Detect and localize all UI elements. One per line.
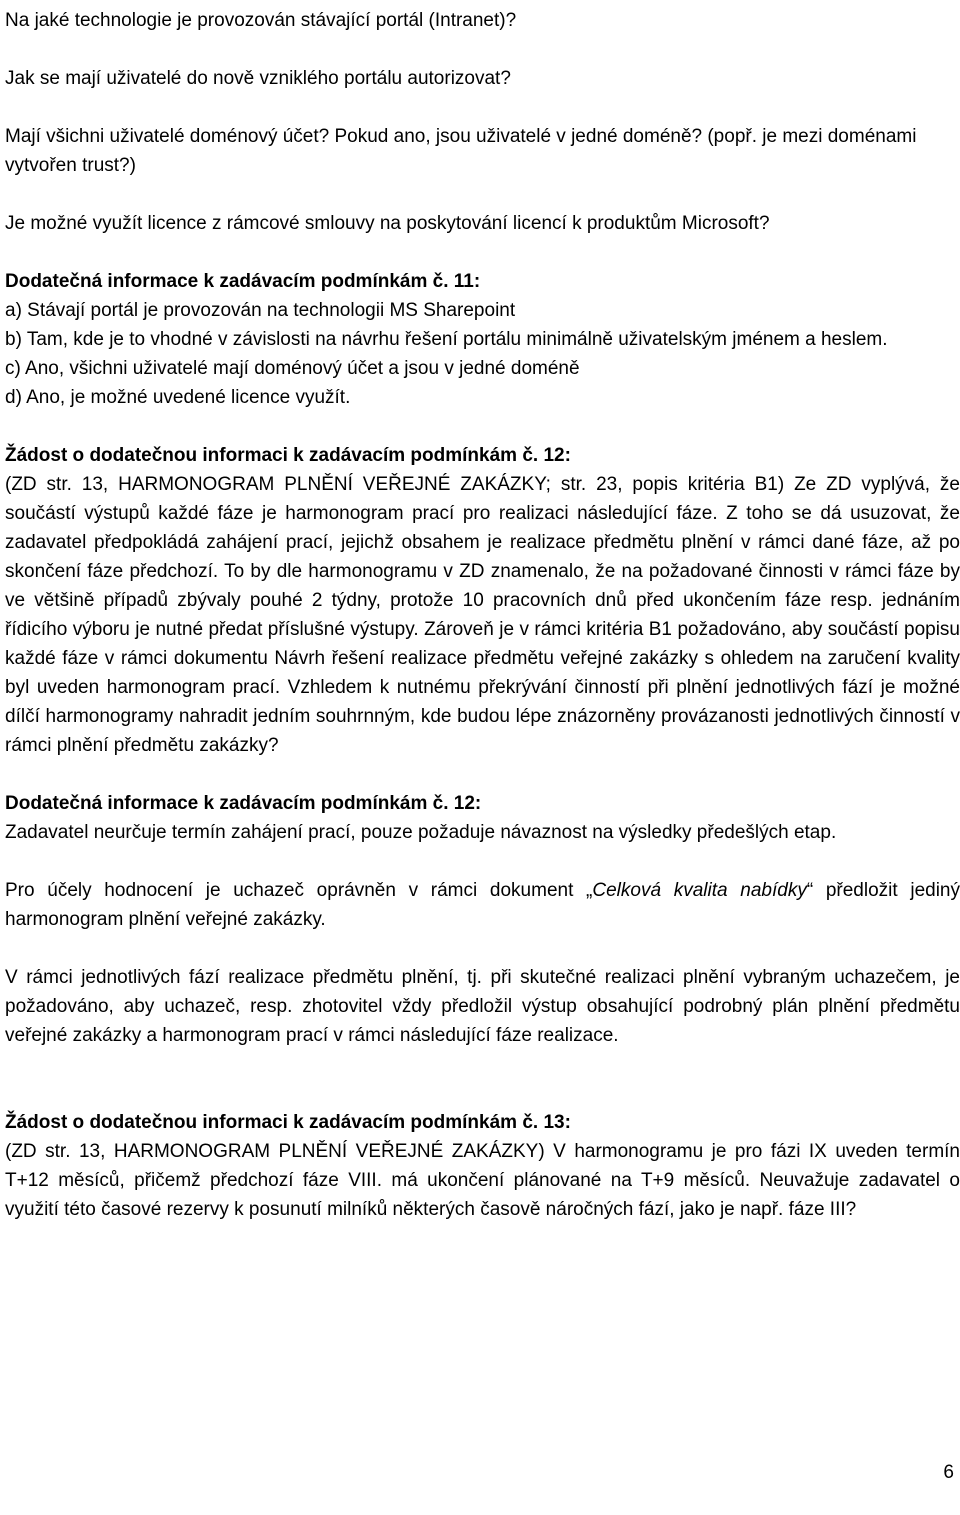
question-technology: Na jaké technologie je provozován stávající portál (Intranet)? [5,10,517,31]
answer-12-text: Zadavatel neurčuje termín zahájení prací, pouze požaduje návaznost na výsledky předešlých etap. [5,822,837,843]
answer-12-paragraph-2-start: Pro účely hodnocení je uchazeč oprávněn v rámci dokument „ [5,880,593,901]
document-name-italic: Celková kvalita nabídky [592,880,807,901]
answer-11-item-b: b) Tam, kde je to vhodné v závislosti na návrhu řešení portálu minimálně uživatelským jménem a heslem. [5,329,888,350]
answer-12-heading: Dodatečná informace k zadávacím podmínkám č. 12: [5,793,482,814]
question-licence: Je možné využít licence z rámcové smlouvy na poskytování licencí k produktům Microsoft? [5,213,770,234]
request-13-heading: Žádost o dodatečnou informaci k zadávacím podmínkám č. 13: [5,1112,571,1133]
request-12-text: (ZD str. 13, HARMONOGRAM PLNĚNÍ VEŘEJNÉ ZAKÁZKY; str. 23, popis kritéria B1) Ze ZD vyplývá, že součástí výstupů každé fáze je harmonogram prací pro realizaci následující fáze. Z toho se dá usuzovat, že zadavatel předpokládá zahájení prací, jejichž obsahem je realizace předmětu plnění v rámci dané fáze, až po skončení fáze předchozí. To by dle harmonogramu v ZD znamenalo, že na požadované činnosti v rámci fáze by ve většině případů zbývaly pouhé 2 týdny, protože 10 pracovních dnů před ukončením fáze resp. jednáním řídicího výboru je nutné předat příslušné výstupy. Zároveň je v rámci kritéria B1 požadováno, aby součástí popisu každé fáze v rámci dokumentu Návrh řešení realizace předmětu veřejné zakázky s ohledem na zaručení kvality byl uveden harmonogram prací. Vzhledem k nutnému překrývání činností při plnění jednotlivých fází je možné dílčí harmonogramy nahradit jedním souhrnným, kde budou lépe znázorněny provázanosti jednotlivých činností v rámci plnění předmětu zakázky? [5,474,960,756]
question-authorization: Jak se mají uživatelé do nově vzniklého portálu autorizovat? [5,68,511,89]
answer-12-paragraph-2-end: “ předložit jediný harmonogram plnění veřejné zakázky. [5,880,960,930]
request-12-heading: Žádost o dodatečnou informaci k zadávacím podmínkám č. 12: [5,445,571,466]
answer-11-item-a: a) Stávají portál je provozován na technologii MS Sharepoint [5,300,516,321]
answer-12-paragraph-2 [5,876,960,934]
answer-12-paragraph-3: V rámci jednotlivých fází realizace předmětu plnění, tj. při skutečné realizaci plnění vybraným uchazečem, je požadováno, aby uchazeč, resp. zhotovitel vždy předložil výstup obsahující podrobný plán plnění předmětu veřejné zakázky a harmonogram prací v rámci následující fáze realizace. [5,967,960,1046]
answer-11-heading: Dodatečná informace k zadávacím podmínkám č. 11: [5,271,481,292]
page-number: 6 [943,1462,954,1483]
answer-11-item-c: c) Ano, všichni uživatelé mají doménový účet a jsou v jedné doméně [5,358,580,379]
question-domain-account: Mají všichni uživatelé doménový účet? Pokud ano, jsou uživatelé v jedné doméně? (popř. je mezi doménami vytvořen trust?) [5,126,917,176]
document-page [5,0,960,1224]
request-13-text: (ZD str. 13, HARMONOGRAM PLNĚNÍ VEŘEJNÉ ZAKÁZKY) V harmonogramu je pro fázi IX uveden termín T+12 měsíců, přičemž předchozí fáze VIII. má ukončení plánované na T+9 měsíců. Neuvažuje zadavatel o využití této časové rezervy k posunutí milníků některých časově náročných fází, jako je např. fáze III? [5,1141,960,1220]
answer-11-item-d: d) Ano, je možné uvedené licence využít. [5,387,351,408]
